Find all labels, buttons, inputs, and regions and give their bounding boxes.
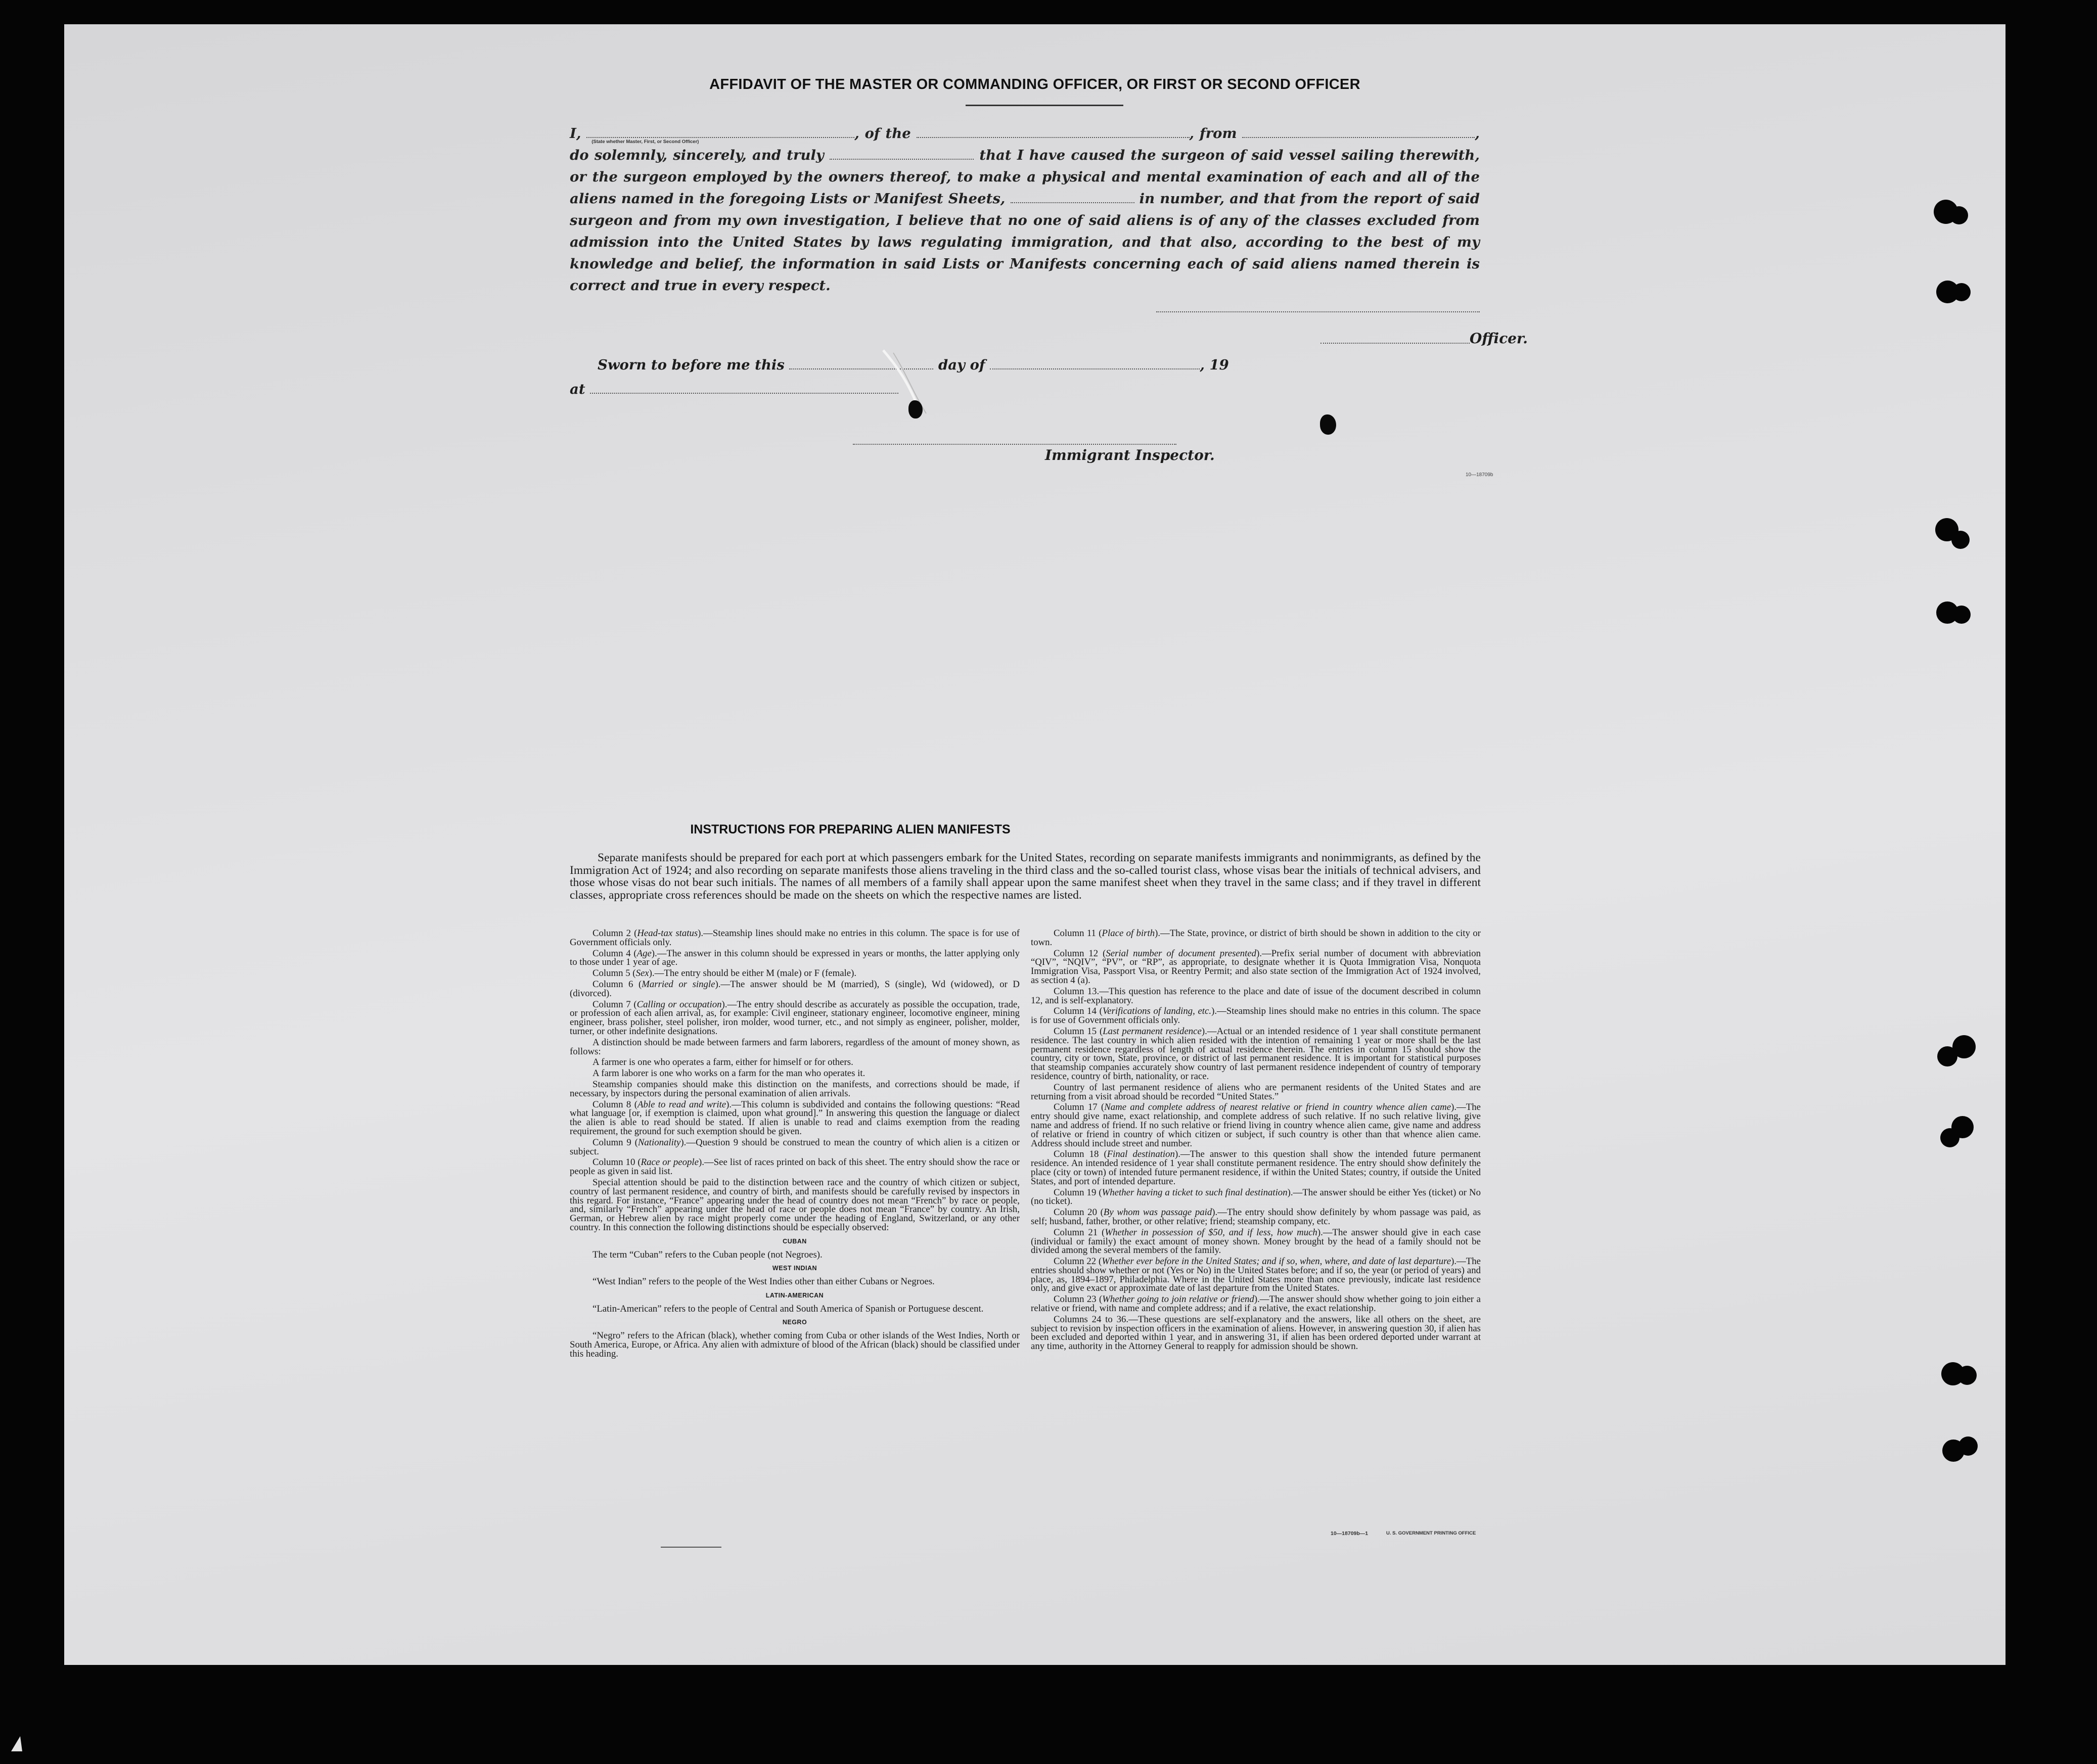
affidavit-part2: that I have caused the surgeon of said vessel sailing therewith, or the surgeon employed by the owners thereof, to make a physical and mental examination of each and all of the aliens named in the foregoing Lists or Manifest Sheets, <box>570 147 1480 207</box>
printing-office-credit: U. S. GOVERNMENT PRINTING OFFICE <box>1386 1530 1476 1536</box>
officer-rank-blank[interactable] <box>586 127 854 145</box>
paragraph: Column 4 (Age).—The answer in this column should be expressed in years or months, the latter applying only to those under 1 year of age. <box>570 948 1020 968</box>
sworn-text: Sworn to before me this <box>598 357 785 373</box>
word-from: , from <box>1189 125 1237 142</box>
subheading-negro: NEGRO <box>782 1319 807 1326</box>
paragraph: Column 22 (Whether ever before in the United States; and if so, when, where, and date of last departure).—The entries should show whether or not (Yes or No) in the United States before; and if so, the year (or period of years) and place, as, 1894–1897, Philadelphia. Where in the United States more than once previously, indicate last residence only, and give exact or approximate date of last departure from the United States. <box>1031 1256 1481 1294</box>
paragraph: Column 14 (Verifications of landing, etc.).—Steamship lines should make no entries in this column. The space is for use of Government officials only. <box>1031 1006 1481 1026</box>
year-prefix: , 19 <box>1200 357 1229 373</box>
at-label: at <box>570 381 585 397</box>
form-code-footer: 10—18709b—1 <box>1331 1530 1369 1537</box>
sworn-place-blank[interactable] <box>590 383 898 394</box>
punch-hole <box>1958 1436 1978 1456</box>
officer-label: Officer. <box>1470 330 1528 347</box>
instructions-intro: Separate manifests should be prepared for each port at which passengers embark for the United States, recording on separate manifests immigrants and nonimmigrants, as defined by the Immigration Act of 1924; and also recording on separate manifests those aliens traveling in the third class and the so-called tourist class, whose visas bear the initials of technical advisers, and those whose visas do not bear such initials. The names of all members of a family shall appear upon the same manifest sheet when they travel in the same class; and if they travel in different classes, appropriate cross references should be made on the sheets on which the respective names are listed. <box>570 851 1481 902</box>
instructions-left-column <box>570 929 1020 1361</box>
paragraph: Column 20 (By whom was passage paid).—The entry should show definitely by whom passage was paid, as self; husband, father, brother, or other relative; friend; steamship company, etc. <box>1031 1207 1481 1227</box>
sworn-month-blank[interactable] <box>990 358 1200 369</box>
declare-blank[interactable] <box>830 149 974 160</box>
punch-hole <box>1952 283 1971 301</box>
subheading-cuban: CUBAN <box>783 1237 807 1245</box>
blank-note: (State whether Master, First, or Second Officer) <box>591 139 699 145</box>
paragraph: Column 5 (Sex).—The entry should be either M (male) or F (female). <box>592 968 857 979</box>
word-of-the: , of the <box>854 125 911 142</box>
paragraph: Special attention should be paid to the distinction between race and the country of which citizen or subject, country of last permanent residence, and country of birth, and manifests should be carefully revised by inspectors in this regard. For instance, “France” appearing under the head of country does not mean “French” by race or people, and, similarly “French” appearing under the head of race or people does not mean “France” by country. An Irish, German, or Hebrew alien by race might properly come under the heading of England, Switzerland, or any other country. In this connection the following distinctions should be especially observed: <box>570 1177 1020 1233</box>
paragraph: Column 13.—This question has reference to the place and date of issue of the document described in column 12, and is self-explanatory. <box>1031 986 1481 1006</box>
paragraph: Column 2 (Head-tax status).—Steamship lines should make no entries in this column. The space is for use of Government officials only. <box>570 928 1020 948</box>
punch-hole <box>1951 531 1970 549</box>
at-line <box>570 381 898 397</box>
paragraph: Country of last permanent residence of aliens who are permanent residents of the United States and are returning from a visit abroad should be recorded “United States.” <box>1031 1082 1481 1102</box>
paragraph: “Negro” refers to the African (black), whether coming from Cuba or other islands of the West Indies, North or South America, Europe, or Africa. Any alien with admixture of blood of the African (black) should be classified under this heading. <box>570 1330 1020 1359</box>
instructions-title: INSTRUCTIONS FOR PREPARING ALIEN MANIFESTS <box>690 822 1011 837</box>
paragraph: A farm laborer is one who works on a farm for the man who operates it. <box>592 1068 865 1079</box>
paragraph: Column 11 (Place of birth).—The State, province, or district of birth should be shown in addition to the city or town. <box>1031 928 1481 948</box>
paragraph: Column 9 (Nationality).—Question 9 should be construed to mean the country of which alien is a citizen or subject. <box>570 1137 1020 1157</box>
officer-title-line[interactable] <box>1320 343 1470 344</box>
manifest-back-page <box>64 24 2005 1665</box>
paragraph: Column 23 (Whether going to join relative or friend).—The answer should show whether going to join either a relative or friend, with name and complete address; and if a relative, the exact relationship. <box>1031 1294 1481 1314</box>
paragraph: Column 8 (Able to read and write).—This column is subdivided and contains the following questions: “Read what language [or, if exemption is claimed, upon what ground].” In answering this question the language or dialect the alien is able to read should be stated. If alien is unable to read and claims exemption from the reading requirement, the ground for such exemption should be given. <box>570 1099 1020 1137</box>
paragraph: Steamship companies should make this distinction on the manifests, and corrections should be made, if necessary, by inspectors during the personal examination of alien arrivals. <box>570 1079 1020 1099</box>
punch-hole <box>1952 606 1971 624</box>
paragraph: A farmer is one who operates a farm, either for himself or for others. <box>592 1057 853 1068</box>
inspector-label: Immigrant Inspector. <box>1045 447 1215 463</box>
corner-mark <box>11 1736 22 1751</box>
paragraph: Column 15 (Last permanent residence).—Actual or an intended residence of 1 year shall constitute permanent residence. The last country in which alien resided with the intention of remaining 1 year or more shall be the last permanent residence regardless of length of actual residence therein. The entries in column 15 should show the country, city or town, State, province, or district of last permanent residence. It is important for statistical purposes that steamship companies accurately show country of last permanent residence independent of country of temporary residence, country of birth, nationality, or race. <box>1031 1026 1481 1082</box>
paragraph: Columns 24 to 36.—These questions are self-explanatory and the answers, like all others on the sheet, are subject to revision by inspection officers in the examination of aliens. However, in answering question 30, if alien has been excluded and deported within 1 year, and in answering 31, if alien has been ordered deported under warrant at any time, authority in the Attorney General to reapply for admission should be shown. <box>1031 1314 1481 1352</box>
title-rule <box>966 105 1123 106</box>
paragraph: The term “Cuban” refers to the Cuban people (not Negroes). <box>592 1249 823 1260</box>
tear-hole <box>1320 414 1336 435</box>
inspector-signature-line[interactable] <box>853 444 1176 445</box>
punch-hole <box>1937 1046 1957 1066</box>
paragraph: Column 18 (Final destination).—The answer to this question shall show the intended future permanent residence. An intended residence of 1 year shall constitute permanent residence. The entry should show definitely the place (city or town) of intended future permanent residence, if within the United States; country, if outside the United States, and port of intended departure. <box>1031 1149 1481 1187</box>
affidavit-part1: solemnly, sincerely, and truly <box>594 147 824 163</box>
subheading-west-indian: WEST INDIAN <box>772 1265 817 1272</box>
instructions-right-column <box>1031 929 1481 1353</box>
count-blank[interactable] <box>1011 192 1134 203</box>
paragraph: “West Indian” refers to the people of the West Indies other than either Cubans or Negroes. <box>592 1276 935 1287</box>
paper-crease-mark <box>878 348 979 439</box>
paragraph: Column 19 (Whether having a ticket to such final destination).—The answer should be either Yes (ticket) or No (no ticket). <box>1031 1187 1481 1207</box>
affidavit-title: AFFIDAVIT OF THE MASTER OR COMMANDING OFFICER, OR FIRST OR SECOND OFFICER <box>709 76 1360 92</box>
affidavit-part3: in number, and that from the report of said surgeon and from my own investigation, I believe that no one of said aliens is of any of the classes excluded from admission into the United States by laws regulating immigration, and that also, according to the best of my knowledge and belief, the information in said Lists or Manifests concerning each of said aliens named therein is correct and true in every respect. <box>570 191 1480 294</box>
paragraph: A distinction should be made between farmers and farm laborers, regardless of the amount of money shown, as follows: <box>570 1037 1020 1057</box>
paragraph: Column 10 (Race or people).—See list of races printed on back of this sheet. The entry should show the race or people as given in said list. <box>570 1157 1020 1177</box>
punch-hole <box>1940 1128 1959 1147</box>
column-end-rule <box>661 1547 721 1548</box>
port-from-blank[interactable] <box>1242 127 1475 138</box>
punch-hole <box>1957 1366 1977 1385</box>
day-of-text: day of <box>938 357 985 373</box>
subheading-latin-american: LATIN-AMERICAN <box>765 1291 824 1299</box>
affidavit-body <box>570 123 1480 297</box>
word-i: I, <box>570 125 581 142</box>
tear-hole <box>908 400 923 419</box>
word-do: , do <box>570 125 1480 163</box>
paragraph: “Latin-American” refers to the people of Central and South America of Spanish or Portuguese descent. <box>592 1303 984 1314</box>
paragraph: Column 12 (Serial number of document presented).—Prefix serial number of document with abbreviation “QIV”, “NQIV”, “PV”, or “RP”, as appropriate, to designate whether it is Quota Immigration Visa, Nonquota Immigration Visa, Passport Visa, or Reentry Permit; and also state section of the Immigration Act of 1924 involved, as section 4 (a). <box>1031 948 1481 986</box>
signature-line[interactable] <box>1156 311 1480 312</box>
paragraph: Column 21 (Whether in possession of $50, and if less, how much).—The answer should give in each case (individual or family) the exact amount of money shown. Money brought by the head of a family should not be divided among the several members of the family. <box>1031 1227 1481 1256</box>
paragraph: Column 7 (Calling or occupation).—The entry should describe as accurately as possible the occupation, trade, or profession of each alien arrival, as, for example: Civil engineer, stationary engineer, locomotive engineer, mining engineer, brass polisher, steel polisher, iron molder, wood turner, etc., and not simply as engineer, polisher, molder, turner, or other indefinite designations. <box>570 999 1020 1037</box>
paragraph: Column 17 (Name and complete address of nearest relative or friend in country whence alien came).—The entry should give name, exact relationship, and complete address of such relative. If no such relative living, give name and address of friend. If no such relative or friend living in country whence alien came, give name and address of relative or friend in country of which citizen or subject, if such country is other than that whence alien came. Address should include street and number. <box>1031 1102 1481 1149</box>
vessel-name-blank[interactable] <box>917 127 1190 138</box>
form-code: 10—18709b <box>1466 472 1493 478</box>
paragraph: Column 6 (Married or single).—The answer should be M (married), S (single), Wd (widowed), or D (divorced). <box>570 979 1020 999</box>
punch-hole <box>1950 206 1968 224</box>
